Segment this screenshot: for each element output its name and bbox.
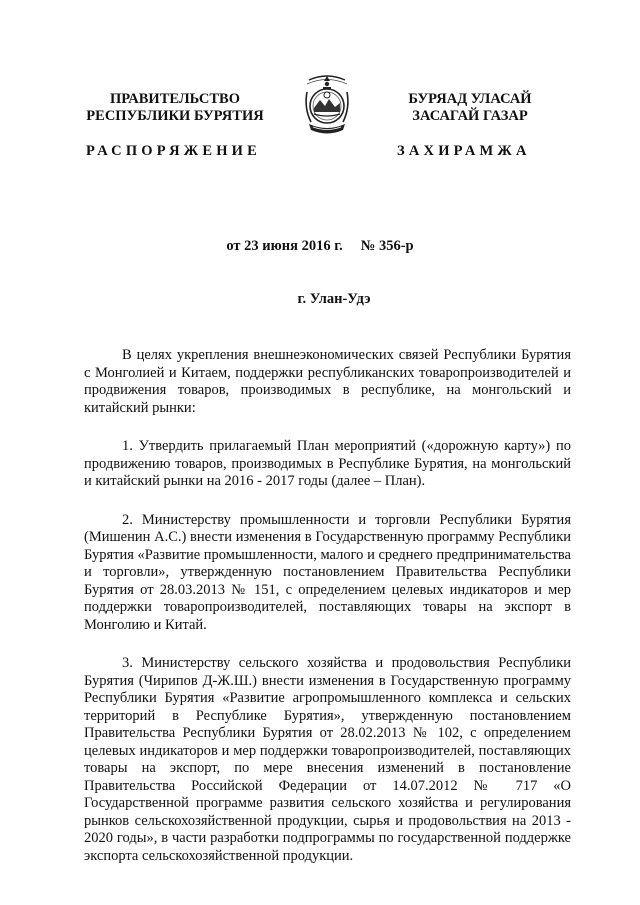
document-type-buryat: ЗАХИРАМЖА <box>397 143 531 159</box>
government-name-buryat-line2: ЗАСАГАЙ ГАЗАР <box>412 108 528 124</box>
document-type-russian: РАСПОРЯЖЕНИЕ <box>86 143 262 159</box>
document-body <box>84 347 571 886</box>
document-number: № 356-р <box>360 238 414 254</box>
government-name-buryat-line1: БУРЯАД УЛАСАЙ <box>408 91 532 107</box>
paragraph-item-1: 1. Утвердить прилагаемый План мероприятий («дорожную карту») по продвижению товаров, производимых в Республике Бурятия, на монгольский и китайский рынки на 2016 - 2017 годы (далее – План). <box>84 438 571 489</box>
government-name-buryat <box>380 91 560 125</box>
document-date: от 23 июня 2016 г. <box>226 238 343 254</box>
date-number-line <box>0 238 640 255</box>
paragraph-item-2: 2. Министерству промышленности и торговли Республики Бурятия (Мишенин А.С.) внести изменения в Государственную программу Республики Бурятия «Развитие промышленности, малого и среднего предпринимательства и торговли», утвержденную постановлением Правительства Республики Бурятия от 28.03.2013 № 151, с определением целевых индикаторов и мер поддержки товаропроизводителей, поставляющих товары на экспорт в Монголию и Китай. <box>84 511 571 633</box>
government-name-russian <box>72 91 278 125</box>
paragraph-item-3: 3. Министерству сельского хозяйства и продовольствия Республики Бурятия (Чирипов Д-Ж.Ш.) внести изменения в Государственную программу Республики Бурятия «Развитие агропромышленного комплекса и сельских территорий в Республике Бурятия», утвержденную постановлением Правительства Республики Бурятия от 28.02.2013 № 102, с определением целевых индикаторов и мер поддержки товаропроизводителей, поставляющих товары на экспорт, по мере внесения изменений в постановление Правительства Российской Федерации от 14.07.2012 № 717 «О Государственной программе развития сельского хозяйства и регулирования рынков сельскохозяйственной продукции, сырья и продовольствия на 2013 - 2020 годы», в части разработки подпрограммы по государственной поддержке экспорта сельскохозяйственной продукции. <box>84 655 571 864</box>
buryatia-coat-of-arms-icon <box>301 72 353 138</box>
paragraph-preamble: В целях укрепления внешнеэкономических связей Республики Бурятия с Монголией и Китаем, поддержки республиканских товаропроизводителей и продвижения товаров, производимых в республике, на монгольский и китайский рынки: <box>84 347 571 416</box>
government-name-line2: РЕСПУБЛИКИ БУРЯТИЯ <box>86 108 264 124</box>
government-name-line1: ПРАВИТЕЛЬСТВО <box>110 91 240 107</box>
document-city: г. Улан-Удэ <box>297 291 371 307</box>
